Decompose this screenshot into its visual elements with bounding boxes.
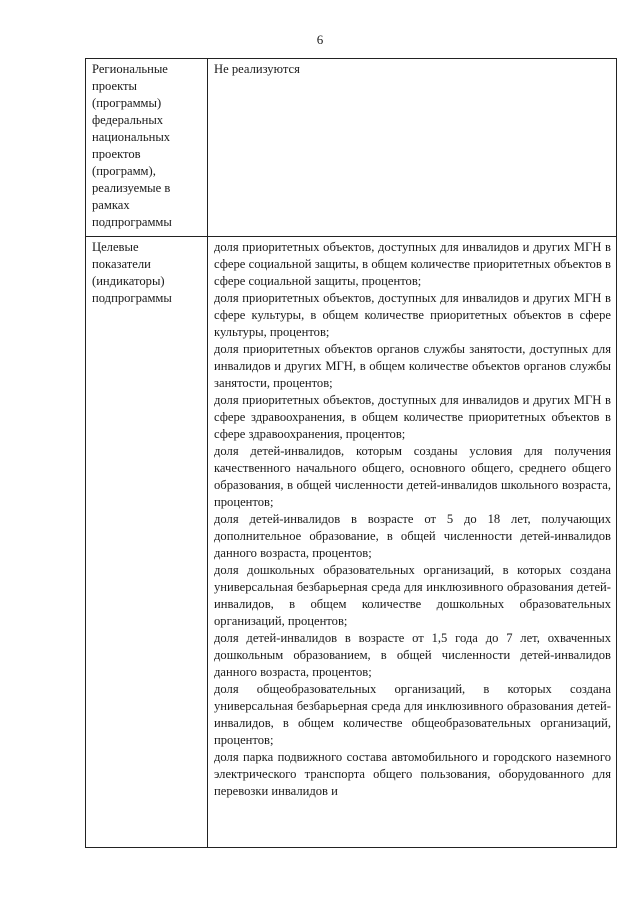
indicator-item: доля приоритетных объектов, доступных для инвалидов и других МГН в сфере здравоохранения, в общем количестве приоритетных объектов в сфере здравоохранения, процентов; [214, 392, 611, 441]
row-label-line: (программы) [92, 96, 162, 110]
row-label-line: Целевые [92, 239, 139, 254]
row-label-line: подпрограммы [92, 215, 172, 229]
passport-table [85, 58, 617, 848]
row-label-line: показатели [92, 256, 151, 271]
indicator-item: доля дошкольных образовательных организаций, в которых создана универсальная безбарьерная среда для инклюзивного образования детей-инвалидов, в общем количестве дошкольных образовательных организаций, процентов; [214, 562, 611, 628]
indicator-item: доля приоритетных объектов органов службы занятости, доступных для инвалидов и других МГН, в общем количестве объектов органов службы занятости, процентов; [214, 341, 611, 390]
row-label-line: национальных [92, 130, 171, 144]
row-label-cell [86, 59, 208, 237]
indicator-item: доля общеобразовательных организаций, в которых создана универсальная безбарьерная среда для инклюзивного образования детей-инвалидов, в общем количестве общеобразовательных организаций, процентов; [214, 681, 611, 747]
page-number: 6 [316, 32, 324, 47]
row-label-line: реализуемые в [92, 181, 171, 195]
row-label-line: рамках [92, 198, 130, 212]
row-label-cell [86, 236, 208, 847]
row-label-line: (программ), [92, 164, 156, 178]
row-label-line: проекты [92, 79, 137, 93]
table-row [86, 59, 617, 237]
indicator-item: доля детей-инвалидов в возрасте от 5 до 18 лет, получающих дополнительное образование, в общей численности детей-инвалидов данного возраста, процентов; [214, 511, 611, 560]
table-row [86, 236, 617, 847]
indicator-item: доля детей-инвалидов в возрасте от 1,5 года до 7 лет, охваченных дошкольным образованием, в общей численности детей-инвалидов данного возраста, процентов; [214, 630, 611, 679]
indicators-cell [208, 236, 617, 847]
row-label-line: подпрограммы [92, 290, 172, 305]
row-label-line: проектов [92, 147, 141, 161]
indicator-item: доля приоритетных объектов, доступных для инвалидов и других МГН в сфере социальной защиты, в общем количестве приоритетных объектов в сфере социальной защиты, процентов; [214, 239, 611, 288]
indicator-item: доля приоритетных объектов, доступных для инвалидов и других МГН в сфере культуры, в общем количестве приоритетных объектов в сфере культуры, процентов; [214, 290, 611, 339]
indicator-item: доля парка подвижного состава автомобильного и городского наземного электрического транспорта общего пользования, оборудованного для перевозки инвалидов и [214, 749, 611, 798]
row-label-line: федеральных [92, 113, 164, 127]
row-value-cell [208, 59, 617, 237]
row-label-line: Региональные [92, 62, 168, 76]
row-value-text: Не реализуются [214, 62, 300, 76]
row-label-line: (индикаторы) [92, 273, 165, 288]
indicator-item: доля детей-инвалидов, которым созданы условия для получения качественного начального общего, основного общего, среднего общего образования, в общей численности детей-инвалидов школьного возраста, процентов; [214, 443, 611, 509]
